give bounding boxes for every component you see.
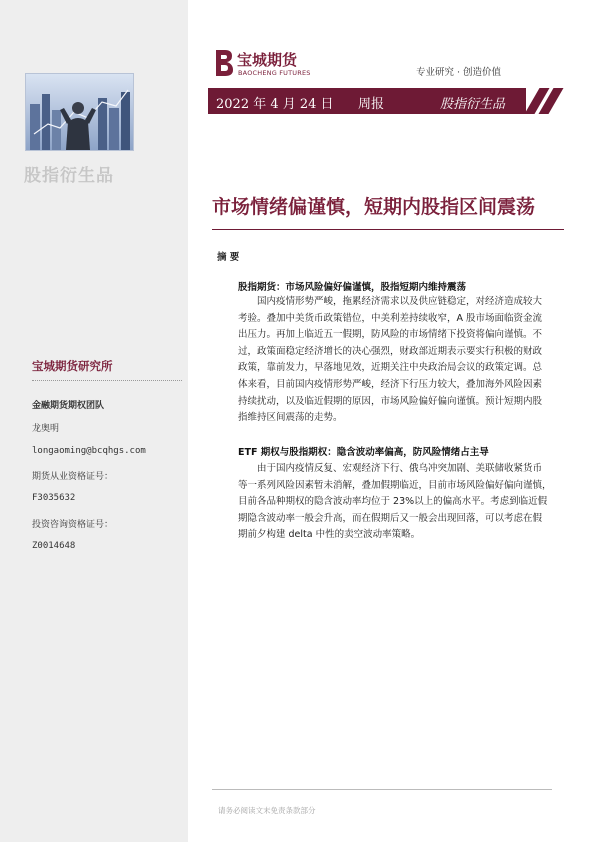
paragraph-line: 期前夕构建 delta 中性的卖空波动率策略。	[238, 529, 421, 541]
paragraph-line: 国内疫情形势严峻，拖累经济需求以及供应链稳定，对经济造成较大	[257, 296, 543, 307]
report-type: 周报	[358, 97, 385, 112]
paragraph-line: 目前各品种期权的隐含波动率均位于 23%以上的偏高水平。考虑到临近假	[238, 496, 548, 508]
sidebar-category-title: 股指衍生品	[24, 166, 114, 186]
paragraph-line: 体来看，目前国内疫情形势严峻，经济下行压力较大，叠加海外风险因素	[238, 378, 543, 390]
paragraph-line: 过，政策面稳定经济增长的决心强烈，财政部近期表示要实行积极的财政	[238, 345, 543, 357]
banner-bar	[208, 88, 526, 114]
section-heading-options: ETF 期权与股指期权：隐含波动率偏高，防风险情绪占主导	[238, 447, 489, 458]
report-title: 市场情绪偏谨慎，短期内股指区间震荡	[212, 196, 536, 218]
paragraph-line: 等一系列风险因素暂未消解，叠加假期临近，目前市场风险偏好偏向谨慎，	[238, 479, 552, 491]
baocheng-logo-icon	[213, 48, 235, 78]
brand-slogan: 专业研究 · 创造价值	[416, 67, 502, 78]
businessman-cityscape-image	[26, 74, 133, 150]
paragraph-line: 持续扰动，以及临近假期的原因，市场风险偏好偏向谨慎。预计短期内股	[238, 395, 543, 407]
header-banner	[208, 88, 565, 114]
section-body-options	[238, 461, 564, 544]
paragraph-line: 指维持区间震荡的走势。	[238, 412, 343, 424]
footer-divider	[212, 789, 552, 790]
paragraph-line: 由于国内疫情反复、宏观经济下行、俄乌冲突加剧、美联储收紧货币	[257, 463, 543, 474]
sidebar-institute-name: 宝城期货研究所	[32, 359, 113, 373]
cover-image	[25, 73, 134, 151]
sidebar-divider	[32, 380, 182, 381]
report-category: 股指衍生品	[440, 97, 506, 112]
paragraph-line: 政策，靠前发力，早落地见效，近期关注中央政治局会议的政策定调。总	[238, 362, 543, 374]
paragraph-line: 出压力。再加上临近五一假期，防风险的市场情绪下投资将偏向谨慎。不	[238, 329, 543, 341]
sidebar-license-label: 期货从业资格证号：	[32, 472, 114, 482]
sidebar-team: 金融期货期权团队	[32, 401, 105, 411]
brand-name-en: BAOCHENG FUTURES	[238, 69, 311, 77]
section-heading-futures: 股指期货：市场风险偏好偏谨慎，股指短期内维持震荡	[238, 282, 467, 293]
report-date: 2022 年 4 月 24 日	[216, 97, 334, 112]
sidebar-license-number: F3035632	[32, 493, 76, 503]
sidebar-email[interactable]: longaoming@bcqhgs.com	[32, 446, 146, 456]
sidebar-advisor-label: 投资咨询资格证号：	[32, 520, 114, 530]
sidebar-author: 龙奥明	[32, 424, 60, 434]
section-body-futures	[238, 294, 564, 427]
brand-logo	[213, 48, 333, 82]
brand-name-cn: 宝城期货	[237, 51, 298, 69]
title-divider	[212, 229, 564, 230]
paragraph-line: 考验。叠加中美货币政策错位，中美利差持续收窄，A 股市场面临资金流	[238, 312, 543, 324]
paragraph-line: 期隐含波动率一般会升高，而在假期后又一般会出现回落，可以考虑在假	[238, 512, 543, 524]
disclaimer-note: 请务必阅读文末免责条款部分	[218, 806, 316, 815]
sidebar-advisor-number: Z0014648	[32, 541, 76, 551]
abstract-label: 摘 要	[217, 252, 240, 263]
sidebar	[0, 0, 188, 842]
